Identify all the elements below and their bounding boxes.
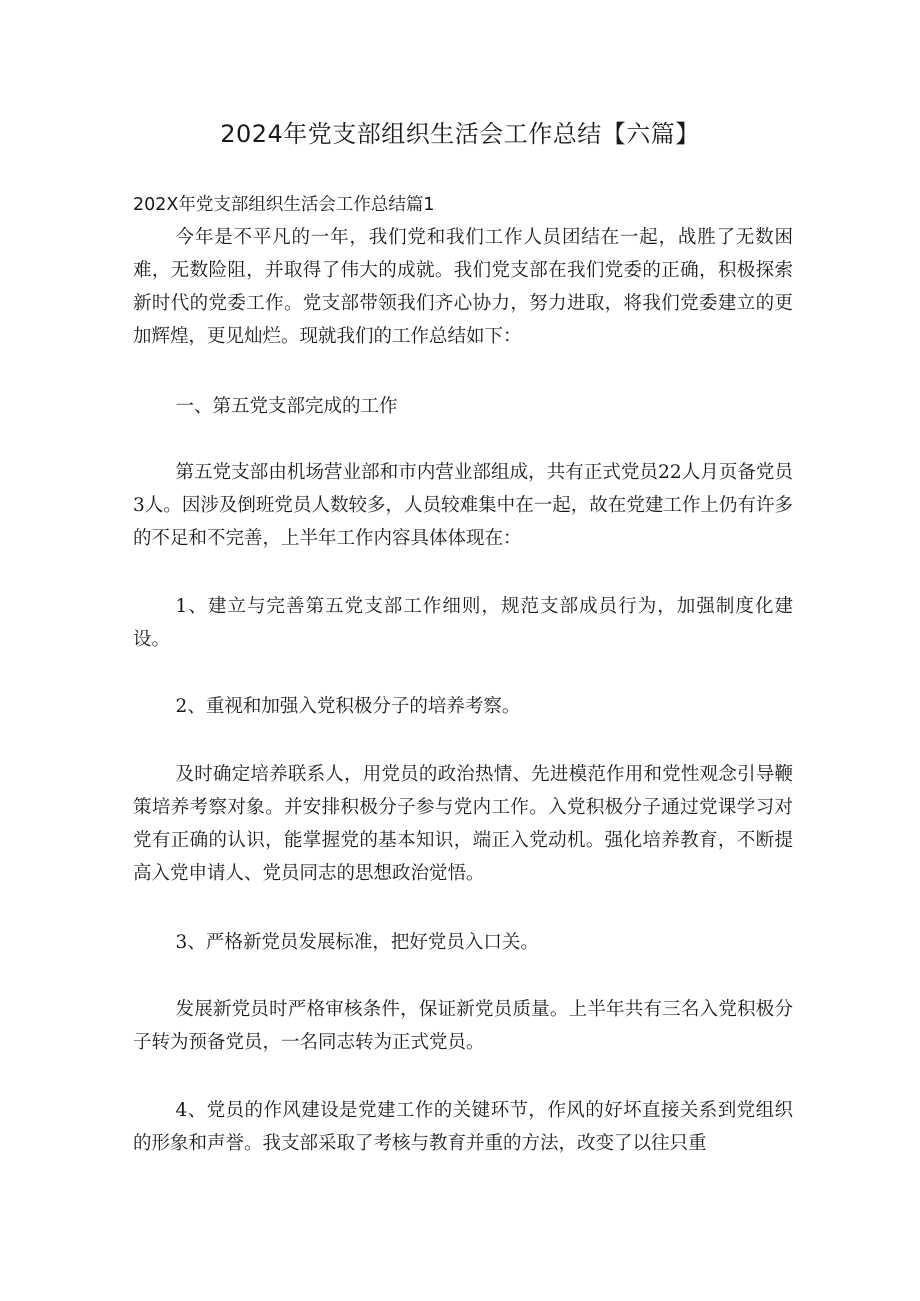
cultivation-paragraph: 及时确定培养联系人，用党员的政治热情、先进模范作用和党性观念引导鞭策培养考察对象。并安排积极分子参与党内工作。入党积极分子通过党课学习对党有正确的认识，能掌握党的基本知识，端正入党动机。强化培养教育，不断提高入党申请人、党员同志的思想政治觉悟。	[133, 764, 793, 884]
section-subtitle: 202X年党支部组织生活会工作总结篇1	[133, 195, 435, 215]
branch-overview-paragraph: 第五党支部由机场营业部和市内营业部组成，共有正式党员22人月页备党员3人。因涉及倒班党员人数较多，人员较难集中在一起，故在党建工作上仍有许多的不足和不完善，上半年工作内容具体体现在：	[133, 462, 793, 549]
item-1-paragraph: 1、建立与完善第五党支部工作细则，规范支部成员行为，加强制度化建设。	[133, 596, 793, 650]
document-title: 2024年党支部组织生活会工作总结【六篇】	[220, 120, 700, 148]
item-4-paragraph: 4、党员的作风建设是党建工作的关键环节，作风的好坏直接关系到党组织的形象和声誉。我支部采取了考核与教育并重的方法，改变了以往只重	[133, 1100, 793, 1154]
intro-paragraph: 今年是不平凡的一年，我们党和我们工作人员团结在一起，战胜了无数困难，无数险阻，并取得了伟大的成就。我们党支部在我们党委的正确，积极探索新时代的党委工作。党支部带领我们齐心协力，努力进取，将我们党委建立的更加辉煌，更见灿烂。现就我们的工作总结如下：	[133, 227, 793, 347]
section-heading-1: 一、第五党支部完成的工作	[175, 396, 398, 417]
new-member-paragraph: 发展新党员时严格审核条件，保证新党员质量。上半年共有三名入党积极分子转为预备党员，一名同志转为正式党员。	[133, 999, 793, 1053]
item-2-paragraph: 2、重视和加强入党积极分子的培养考察。	[175, 696, 521, 717]
item-3-paragraph: 3、严格新党员发展标准，把好党员入口关。	[175, 932, 539, 953]
